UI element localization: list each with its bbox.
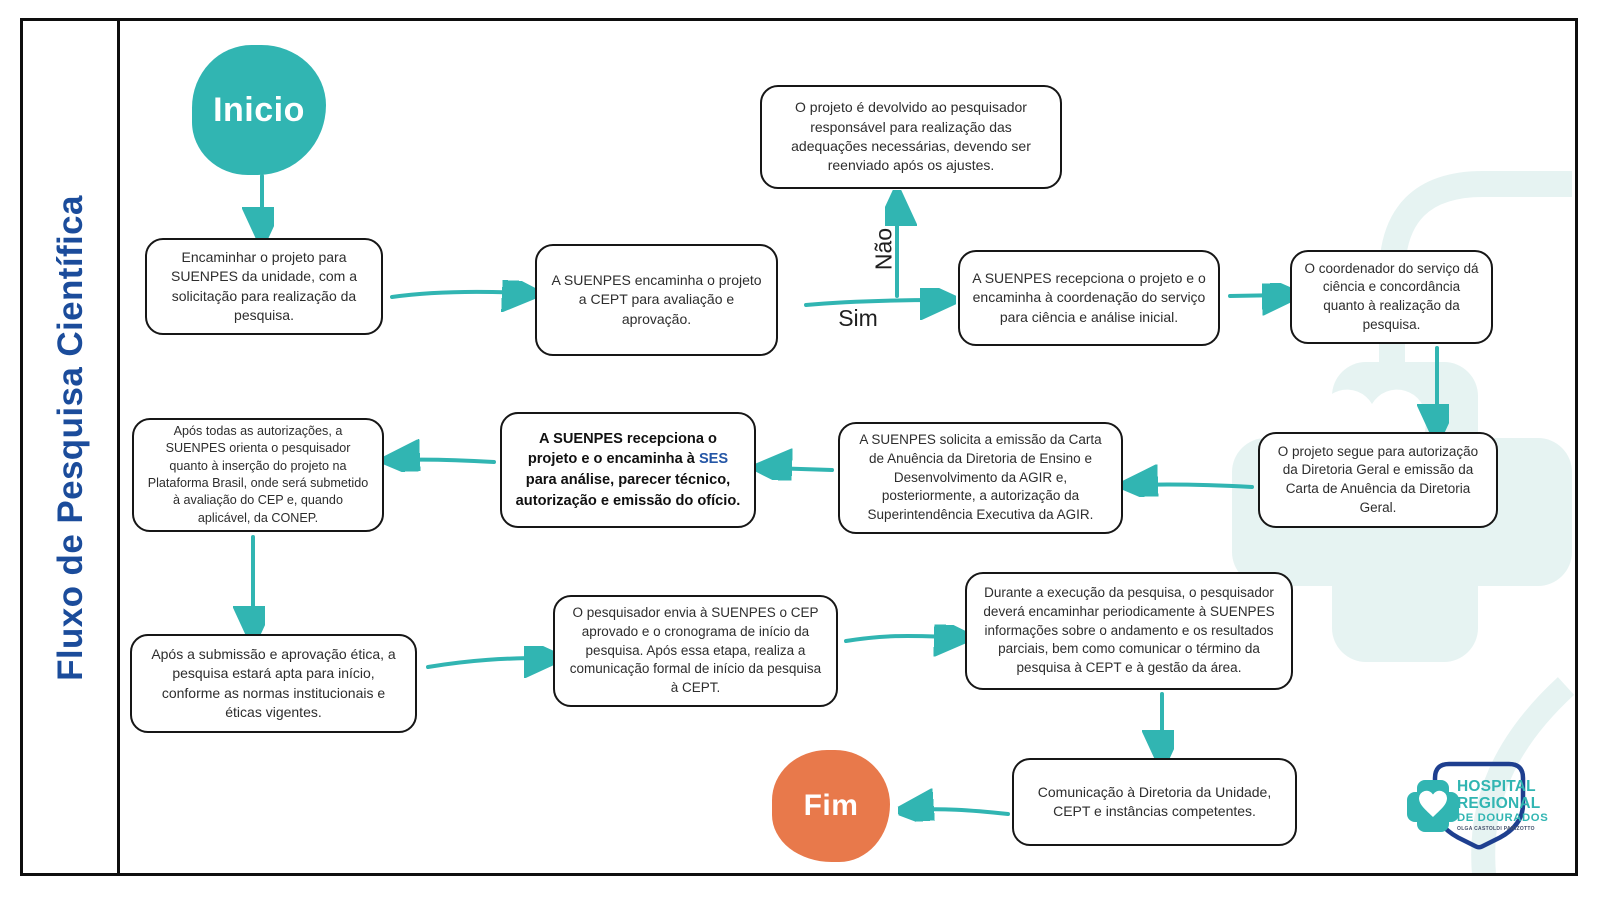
node-encaminha-ses: [500, 412, 756, 528]
decision-label-nao: Não: [870, 227, 897, 271]
logo-line-hospital: HOSPITAL: [1457, 778, 1536, 795]
ses-prefix: A SUENPES recepciona o projeto e o encaminha à: [527, 430, 717, 468]
ses-highlight: SES: [698, 451, 729, 468]
arrow-recepciona-to-coordenador: [1230, 295, 1284, 296]
ses-suffix: para análise, parecer técnico, autorização e emissão do ofício.: [515, 472, 741, 509]
arrow-agir-to-ses: [770, 468, 832, 470]
logo-line-regional: REGIONAL: [1457, 794, 1541, 812]
start-label: Inicio: [213, 90, 305, 129]
arrow-diretoria-to-agir: [1136, 485, 1252, 487]
logo-line-de-dourados: DE DOURADOS: [1457, 812, 1549, 824]
node-comunicacao-final: Comunicação à Diretoria da Unidade, CEPT e instâncias competentes.: [1012, 758, 1297, 846]
decision-label-sim: Sim: [838, 305, 878, 331]
node-projeto-devolvido: O projeto é devolvido ao pesquisador responsável para realização das adequações necessárias, devendo ser reenviado após os ajustes.: [760, 85, 1062, 189]
end-label: Fim: [803, 789, 859, 822]
node-durante-execucao: Durante a execução da pesquisa, o pesquisador deverá encaminhar periodicamente à SUENPES informações sobre o andamento e os resultados parciais, bem como comunicar o término da pesquisa à CEPT e à gestão da área.: [965, 572, 1293, 690]
node-envia-cep-aprovado: O pesquisador envia à SUENPES o CEP aprovado e o cronograma de início da pesquisa. Após essa etapa, realiza a comunicação formal de início da pesquisa à CEPT.: [553, 595, 838, 707]
node-pesquisa-apta: Após a submissão e aprovação ética, a pesquisa estará apta para início, conforme as normas institucionais e éticas vigentes.: [130, 634, 417, 733]
node-recepciona-coordenacao: A SUENPES recepciona o projeto e o encaminha à coordenação do serviço para ciência e análise inicial.: [958, 250, 1220, 346]
hospital-logo: [1393, 754, 1555, 856]
node-plataforma-brasil: Após todas as autorizações, a SUENPES orienta o pesquisador quanto à inserção do projeto na Plataforma Brasil, onde será submetido à avaliação do CEP e, quando aplicável, da CONEP.: [132, 418, 384, 532]
node-suenpes-encaminha-cept: A SUENPES encaminha o projeto a CEPT para avaliação e aprovação.: [535, 244, 778, 356]
logo-line-olga: OLGA CASTOLDI PARIZOTTO: [1457, 825, 1535, 832]
page-title: Fluxo de Pesquisa Científica: [51, 195, 90, 681]
hospital-logo-text: [1457, 779, 1548, 832]
arrow-encaminhar-to-suenpes: [392, 292, 524, 297]
end-node: [772, 750, 890, 862]
arrow-comunicacao-to-end: [912, 809, 1008, 814]
node-coordenador-ciencia: O coordenador do serviço dá ciência e concordância quanto à realização da pesquisa.: [1290, 250, 1493, 344]
sidebar-divider: [117, 18, 120, 876]
node-autorizacao-diretoria-geral: O projeto segue para autorização da Diretoria Geral e emissão da Carta de Anuência da Diretoria Geral.: [1258, 432, 1498, 528]
node-solicita-anuencia-agir: A SUENPES solicita a emissão da Carta de Anuência da Diretoria de Ensino e Desenvolvimento da AGIR e, posteriormente, a autorização da Superintendência Executiva da AGIR.: [838, 422, 1123, 534]
arrow-envia-to-durante: [846, 636, 956, 641]
node-encaminha-ses-text: [514, 429, 742, 512]
arrow-apta-to-envia: [428, 658, 546, 667]
arrow-ses-to-plataforma: [398, 460, 494, 462]
node-encaminhar-projeto: Encaminhar o projeto para SUENPES da unidade, com a solicitação para realização da pesquisa.: [145, 238, 383, 335]
